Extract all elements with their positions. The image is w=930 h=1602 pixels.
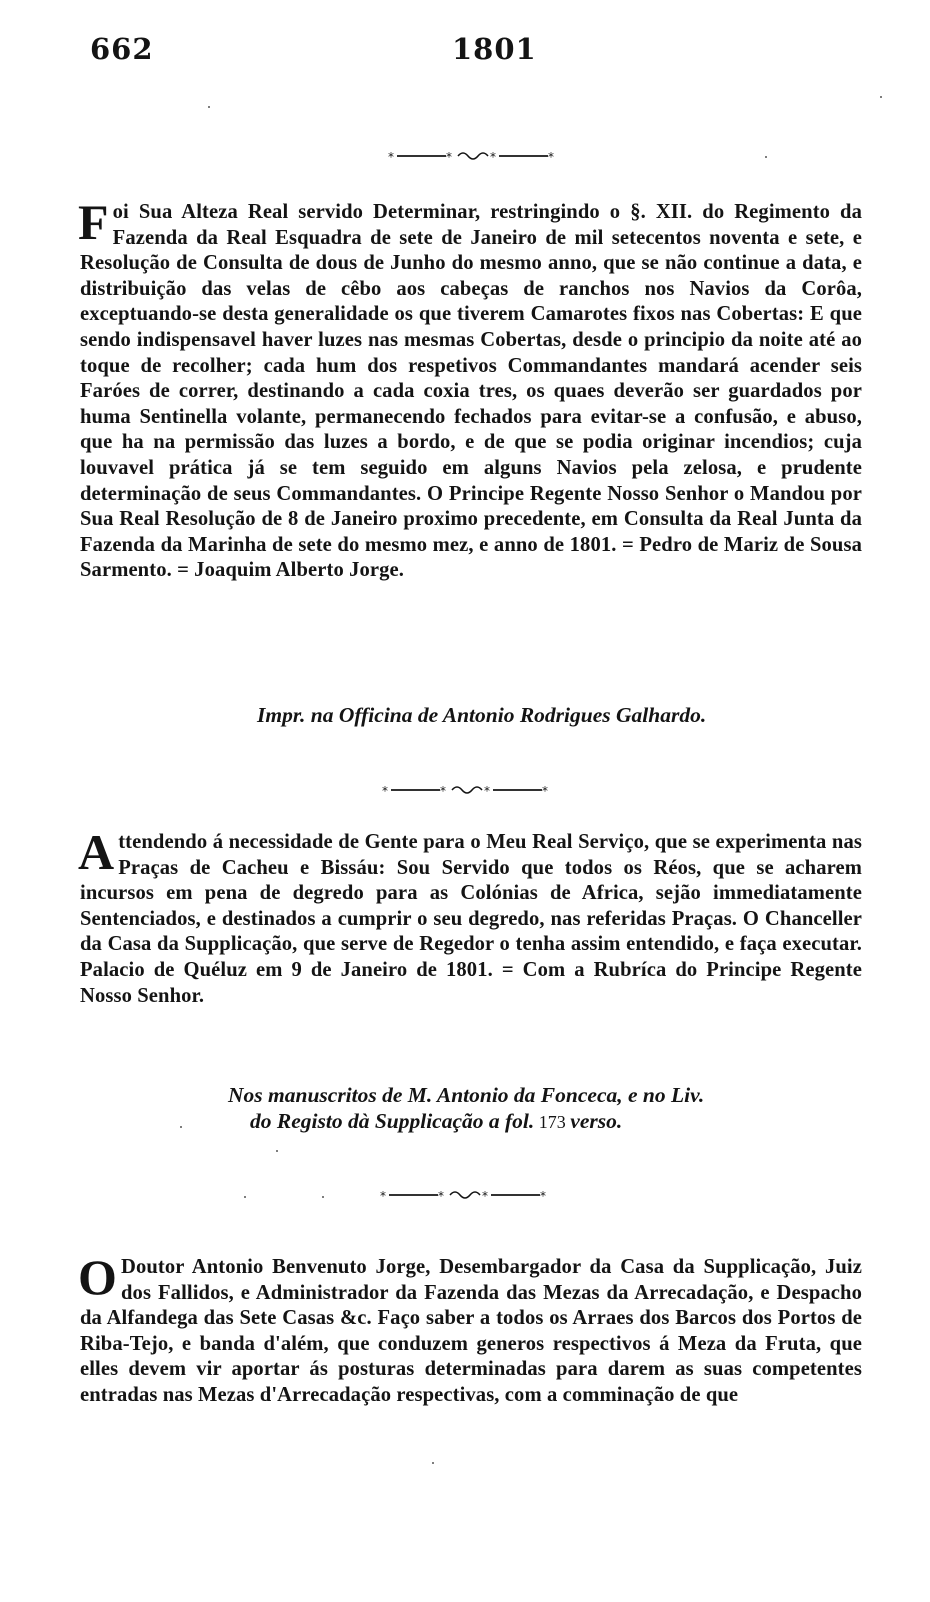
page-number: 662 xyxy=(90,32,154,66)
dropcap-letter: O xyxy=(78,1249,117,1305)
svg-text:*: * xyxy=(438,1189,444,1203)
ornament-divider-icon xyxy=(380,1189,552,1203)
scan-speck xyxy=(765,156,767,158)
paragraph-body xyxy=(78,824,862,1009)
ornament-divider xyxy=(380,1189,552,1203)
scan-speck xyxy=(880,96,882,98)
svg-text:*: * xyxy=(542,784,548,798)
decree-paragraph-2 xyxy=(78,824,862,1009)
ornament-divider-icon xyxy=(388,150,560,164)
paragraph-body xyxy=(78,194,862,584)
svg-text:*: * xyxy=(446,150,452,164)
paragraph-text: ttendendo á necessidade de Gente para o Meu Real Serviço, que se experimenta nas Praças de Cacheu e Bissáu: Sou Servido que todos os Réos, que se acharem incursos em pena de degredo para as Colónias de Africa, sejão immediatamente Sentenciados, e destinados a cumprir o seu degredo, nas referidas Praças. O Chanceller da Casa da Supplicação, que serve de Regedor o tenha assim entendido, e faça executar. Palacio de Quéluz em 9 de Janeiro de 1801. = Com a Rubríca do Principe Regente Nosso Senhor. xyxy=(80,831,862,1007)
svg-text:*: * xyxy=(482,1189,488,1203)
scan-speck xyxy=(180,1126,182,1128)
svg-text:*: * xyxy=(540,1189,546,1203)
ornament-divider-icon xyxy=(382,784,554,798)
scan-speck xyxy=(208,106,210,108)
svg-text:*: * xyxy=(548,150,554,164)
decree-paragraph-3 xyxy=(78,1249,862,1409)
scan-speck xyxy=(432,1462,434,1464)
decree-paragraph-1 xyxy=(78,194,862,584)
ornament-divider xyxy=(382,784,554,798)
source-attribution-line-2 xyxy=(250,1108,622,1136)
ornament-divider xyxy=(388,150,560,164)
source-attribution-line-1: Nos manuscritos de M. Antonio da Fonceca, e no Liv. xyxy=(228,1083,705,1107)
paragraph-body xyxy=(78,1249,862,1409)
page-header xyxy=(0,26,930,76)
dropcap-letter: F xyxy=(78,194,109,250)
paragraph-text: Doutor Antonio Benvenuto Jorge, Desembargador da Casa da Supplicação, Juiz dos Fallidos, e Administrador da Fazenda das Mezas da Arrecadação, e Despacho da Alfandega das Sete Casas &c. Faço saber a todos os Arraes dos Barcos dos Portos de Riba-Tejo, e banda d'além, que conduzem generos respectivos á Meza da Fruta, que elles devem vir aportar ás posturas determinadas para darem as suas competentes entradas nas Mezas d'Arrecadação respectivas, com a comminação de que xyxy=(80,1256,862,1406)
paragraph-text: oi Sua Alteza Real servido Determinar, restringindo o §. XII. do Regimento da Fazenda da Real Esquadra de sete de Janeiro de mil setecentos noventa e sete, e Resolução de Consulta de dous de Junho do mesmo anno, que se não continue a data, e distribuição das velas de cêbo aos cabeças de ranchos nos Navios da Corôa, exceptuando-se desta generalidade os que tiverem Camarotes fixos nas Cobertas: E que sendo indispensavel haver luzes nas mesmas Cobertas, desde o principio da noite até ao toque de recolher; cada hum dos respetivos Commandantes mandará acender seis Faróes de correr, destinando a cada coxia tres, os quaes deverão ser guardados por huma Sentinella volante, permanecendo fechados para evitar-se a confusão, e abuso, que ha na permissão das luzes a bordo, e de que se podia originar incendios; cuja louvavel prática já se tem seguido em alguns Navios pela zelosa, e prudente determinação de seus Commandantes. O Principe Regente Nosso Senhor o Mandou por Sua Real Resolução de 8 de Janeiro proximo precedente, em Consulta da Real Junta da Fazenda da Marinha de sete do mesmo mez, e anno de 1801. = Pedro de Mariz de Sousa Sarmento. = Joaquim Alberto Jorge. xyxy=(80,201,862,582)
source-attribution-italic: do Registo dà Supplicação a fol. xyxy=(250,1109,535,1133)
dropcap-letter: A xyxy=(78,824,115,880)
svg-text:*: * xyxy=(388,150,394,164)
scan-speck xyxy=(322,1196,324,1198)
source-attribution-end: verso. xyxy=(570,1109,623,1133)
svg-text:*: * xyxy=(382,784,388,798)
svg-text:*: * xyxy=(440,784,446,798)
printer-attribution: Impr. na Officina de Antonio Rodrigues Galhardo. xyxy=(257,703,707,727)
svg-text:*: * xyxy=(484,784,490,798)
source-attribution-folio: 173 xyxy=(534,1112,571,1132)
page-year: 1801 xyxy=(452,32,537,66)
scan-speck xyxy=(276,1150,278,1152)
scan-speck xyxy=(244,1196,246,1198)
svg-text:*: * xyxy=(380,1189,386,1203)
svg-text:*: * xyxy=(490,150,496,164)
